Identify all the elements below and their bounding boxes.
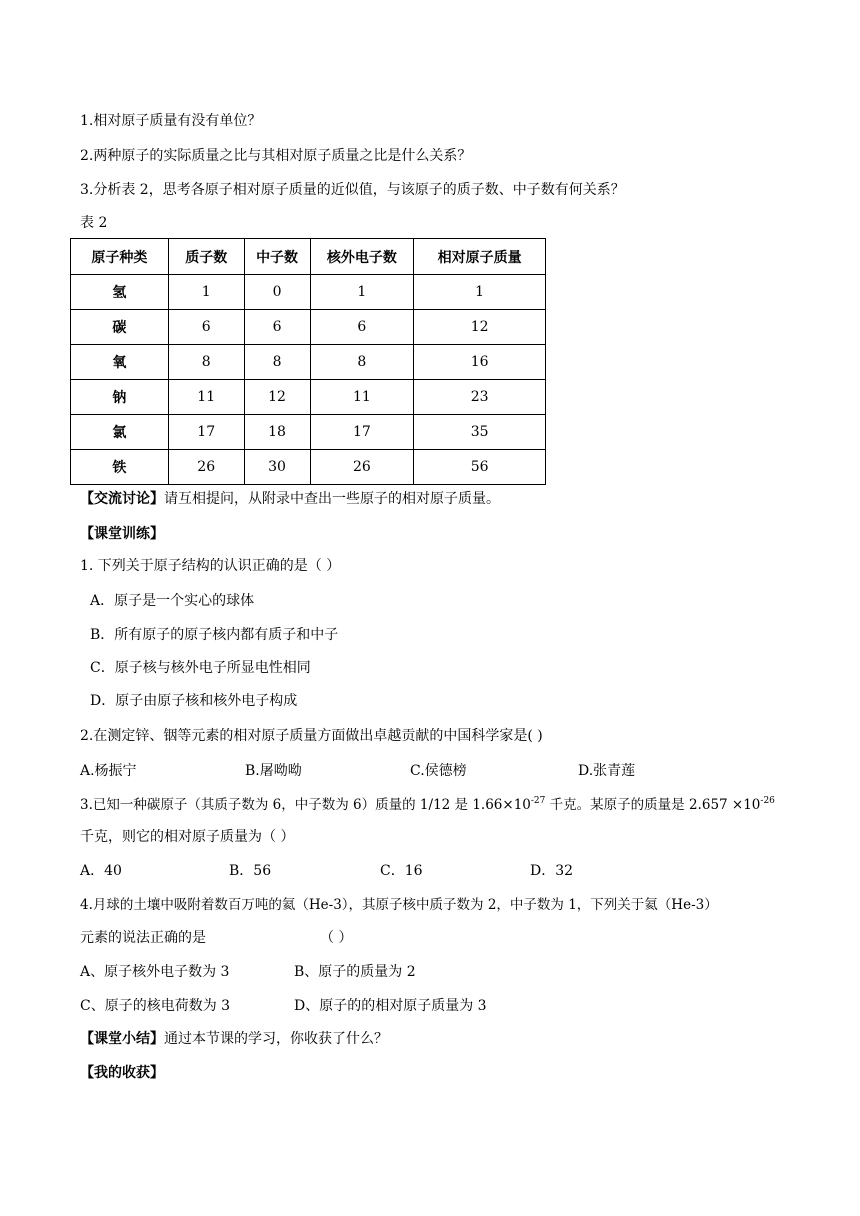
table-cell: 18 [244, 415, 310, 450]
table-cell: 8 [168, 345, 244, 380]
q3-option-d: D．32 [530, 863, 574, 879]
table-cell: 1 [310, 275, 414, 310]
atom-table [70, 238, 546, 485]
table-row [71, 275, 546, 310]
table-cell: 23 [414, 380, 546, 415]
q4-option-a: A、原子核外电子数为 3 [80, 964, 230, 980]
table-row [71, 415, 546, 450]
q4-stem-a: 4.月球的土壤中吸附着数百万吨的氦（He-3），其原子核中质子数为 2，中子数为 1，下列关于氦（He-3） [80, 897, 718, 913]
header-cell: 中子数 [244, 239, 310, 275]
table-cell: 30 [244, 450, 310, 485]
table-cell: 35 [414, 415, 546, 450]
q3-stem-a: 3.已知一种碳原子（其质子数为 6，中子数为 6）质量的 1/12 是 1.66×10 [80, 797, 531, 813]
table-cell: 12 [244, 380, 310, 415]
table-cell: 6 [168, 310, 244, 345]
q3-option-b: B．56 [229, 863, 272, 879]
table-cell: 氧 [71, 345, 169, 380]
q3-exponent-1: -27 [530, 795, 546, 806]
q4-option-d: D、原子的的相对原子质量为 3 [294, 998, 487, 1014]
table-cell: 氯 [71, 415, 169, 450]
q1-stem: 1. 下列关于原子结构的认识正确的是（ ） [80, 558, 341, 574]
q1-option-c: C．原子核与核外电子所显电性相同 [90, 660, 311, 676]
table-cell: 26 [168, 450, 244, 485]
q3-exponent-2: -26 [760, 795, 775, 806]
table-cell: 17 [310, 415, 414, 450]
table-cell: 8 [244, 345, 310, 380]
header-cell: 原子种类 [71, 239, 169, 275]
table-cell: 0 [244, 275, 310, 310]
q3-stem-b: 千克。某原子的质量是 2.657 ×10 [545, 797, 761, 813]
q2-option-c: C.侯德榜 [410, 763, 467, 779]
table-cell: 6 [310, 310, 414, 345]
q3-stem-c: 千克，则它的相对原子质量为（ ） [80, 829, 295, 845]
discussion-paragraph [80, 490, 500, 508]
discussion-text: 请互相提问，从附录中查出一些原子的相对原子质量。 [164, 491, 500, 507]
question-ratio: 2.两种原子的实际质量之比与其相对原子质量之比是什么关系？ [80, 148, 472, 164]
q4-option-c: C、原子的核电荷数为 3 [80, 998, 231, 1014]
question-analysis: 3.分析表 2，思考各原子相对原子质量的近似值，与该原子的质子数、中子数有何关系？ [80, 182, 625, 198]
table-cell: 16 [414, 345, 546, 380]
table-cell: 1 [168, 275, 244, 310]
discussion-heading: 【交流讨论】 [80, 491, 164, 507]
q4-option-b: B、原子的质量为 2 [294, 964, 416, 980]
table-cell: 氢 [71, 275, 169, 310]
harvest-heading: 【我的收获】 [80, 1065, 164, 1081]
q2-option-d: D.张青莲 [578, 763, 636, 779]
table-caption: 表 2 [80, 215, 108, 231]
header-cell: 核外电子数 [310, 239, 414, 275]
q3-stem-line1 [80, 796, 775, 814]
summary-paragraph [80, 1030, 388, 1048]
table-cell: 1 [414, 275, 546, 310]
table-cell: 11 [168, 380, 244, 415]
table-row [71, 310, 546, 345]
table-cell: 碳 [71, 310, 169, 345]
header-cell: 相对原子质量 [414, 239, 546, 275]
q4-stem-b-label: 元素的说法正确的是 [80, 930, 206, 946]
q1-option-a: A．原子是一个实心的球体 [90, 593, 255, 609]
table-row [71, 345, 546, 380]
table-header-row [71, 239, 546, 275]
q2-stem: 2.在测定锌、铟等元素的相对原子质量方面做出卓越贡献的中国科学家是( ) [80, 728, 543, 744]
table-cell: 12 [414, 310, 546, 345]
table-cell: 铁 [71, 450, 169, 485]
table-row [71, 380, 546, 415]
table-cell: 8 [310, 345, 414, 380]
summary-heading: 【课堂小结】 [80, 1031, 164, 1047]
table-cell: 26 [310, 450, 414, 485]
q1-option-b: B．所有原子的原子核内都有质子和中子 [90, 627, 339, 643]
table-cell: 11 [310, 380, 414, 415]
table-cell: 17 [168, 415, 244, 450]
q4-stem-b-paren: （ ） [320, 930, 353, 946]
table-cell: 6 [244, 310, 310, 345]
table-cell: 56 [414, 450, 546, 485]
table-row [71, 450, 546, 485]
q3-option-c: C．16 [380, 863, 423, 879]
q3-option-a: A．40 [80, 863, 122, 879]
q1-option-d: D．原子由原子核和核外电子构成 [90, 693, 298, 709]
summary-text: 通过本节课的学习，你收获了什么？ [164, 1031, 388, 1047]
question-unit: 1.相对原子质量有没有单位？ [80, 113, 262, 129]
training-heading: 【课堂训练】 [80, 526, 164, 542]
table-cell: 钠 [71, 380, 169, 415]
q2-option-b: B.屠呦呦 [245, 763, 302, 779]
header-cell: 质子数 [168, 239, 244, 275]
q2-option-a: A.杨振宁 [80, 763, 137, 779]
